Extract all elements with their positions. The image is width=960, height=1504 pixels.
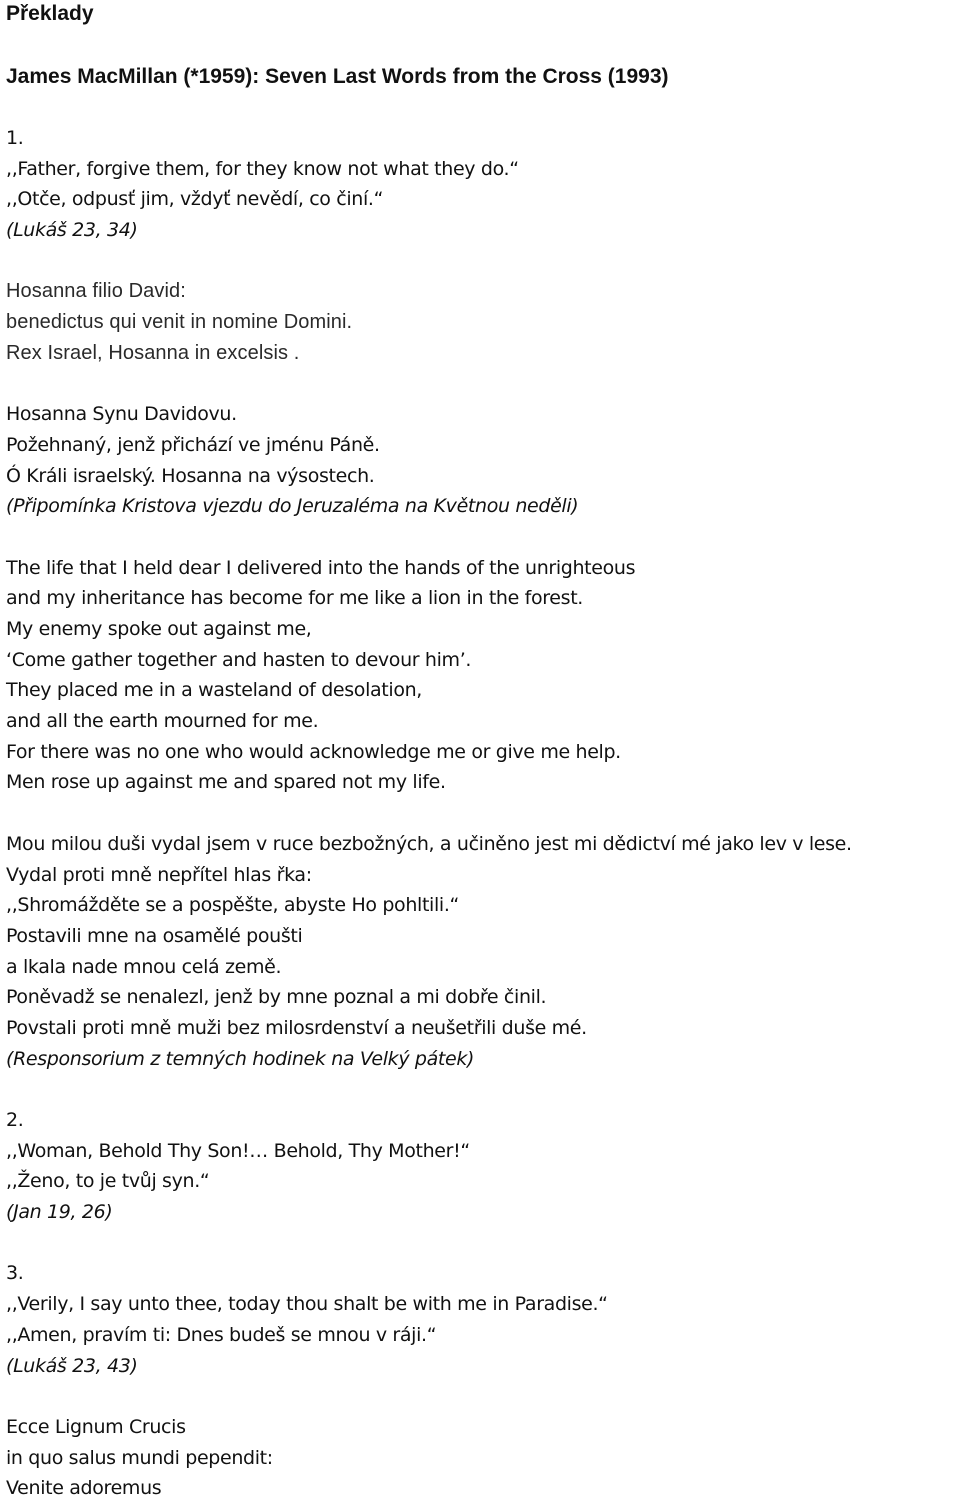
english-line: and my inheritance has become for me like a lion in the forest. [6, 587, 583, 610]
czech-line: ,,Shromážděte se a pospěšte, abyste Ho pohltili.“ [6, 894, 460, 917]
document-body [6, 123, 960, 1504]
english-line: For there was no one who would acknowledge me or give me help. [6, 740, 621, 763]
czech-line: Požehnaný, jenž přichází ve jménu Páně. [6, 433, 380, 456]
quote-english: ,,Father, forgive them, for they know not what they do.“ [6, 157, 519, 180]
note: (Responsorium z temných hodinek na Velký pátek) [6, 1047, 475, 1070]
quote-english: ,,Woman, Behold Thy Son!… Behold, Thy Mother!“ [6, 1139, 470, 1162]
czech-line: Poněvadž se nenalezl, jenž by mne poznal a mi dobře činil. [6, 986, 547, 1009]
bible-reference: (Jan 19, 26) [6, 1201, 113, 1224]
czech-line: Vydal proti mně nepřítel hlas řka: [6, 863, 312, 886]
quote-czech: ,,Ženo, to je tvůj syn.“ [6, 1170, 210, 1193]
czech-line: a lkala nade mnou celá země. [6, 955, 282, 978]
latin-line: Ecce Lignum Crucis [6, 1415, 186, 1438]
page-title: Překlady [6, 2, 94, 25]
bible-reference: (Lukáš 23, 43) [6, 1354, 138, 1377]
latin-line: Venite adoremus [6, 1477, 162, 1500]
section-number: 2. [6, 1109, 24, 1131]
czech-line: Mou milou duši vydal jsem v ruce bezbožných, a učiněno jest mi dědictví mé jako lev v lese. [6, 832, 852, 855]
section-number: 1. [6, 127, 24, 149]
english-line: Men rose up against me and spared not my life. [6, 771, 446, 794]
english-line: The life that I held dear I delivered into the hands of the unrighteous [6, 556, 636, 579]
czech-line: Hosanna Synu Davidovu. [6, 403, 237, 426]
section-number: 3. [6, 1262, 24, 1285]
english-line: My enemy spoke out against me, [6, 618, 312, 640]
english-line: and all the earth mourned for me. [6, 710, 319, 733]
latin-line: Rex Israel, Hosanna in excelsis . [6, 341, 300, 364]
note: (Připomínka Kristova vjezdu do Jeruzaléma na Květnou neděli) [6, 495, 579, 518]
english-line: ‘Come gather together and hasten to devour him’. [6, 648, 472, 671]
czech-line: Ó Králi israelský. Hosanna na výsostech. [6, 464, 375, 487]
czech-line: Povstali proti mně muži bez milosrdenství a neušetřili duše mé. [6, 1016, 587, 1039]
work-title: James MacMillan (*1959): Seven Last Words from the Cross (1993) [6, 65, 669, 88]
quote-czech: ,,Otče, odpusť jim, vždyť nevědí, co činí.“ [6, 188, 384, 211]
latin-line: Hosanna filio David: [6, 280, 186, 303]
english-line: They placed me in a wasteland of desolation, [6, 679, 422, 702]
quote-english: ,,Verily, I say unto thee, today thou shalt be with me in Paradise.“ [6, 1293, 608, 1316]
czech-line: Postavili mne na osamělé poušti [6, 924, 303, 947]
bible-reference: (Lukáš 23, 34) [6, 219, 138, 242]
latin-line: benedictus qui venit in nomine Domini. [6, 311, 353, 334]
quote-czech: ,,Amen, pravím ti: Dnes budeš se mnou v ráji.“ [6, 1323, 437, 1346]
latin-line: in quo salus mundi pependit: [6, 1446, 273, 1469]
